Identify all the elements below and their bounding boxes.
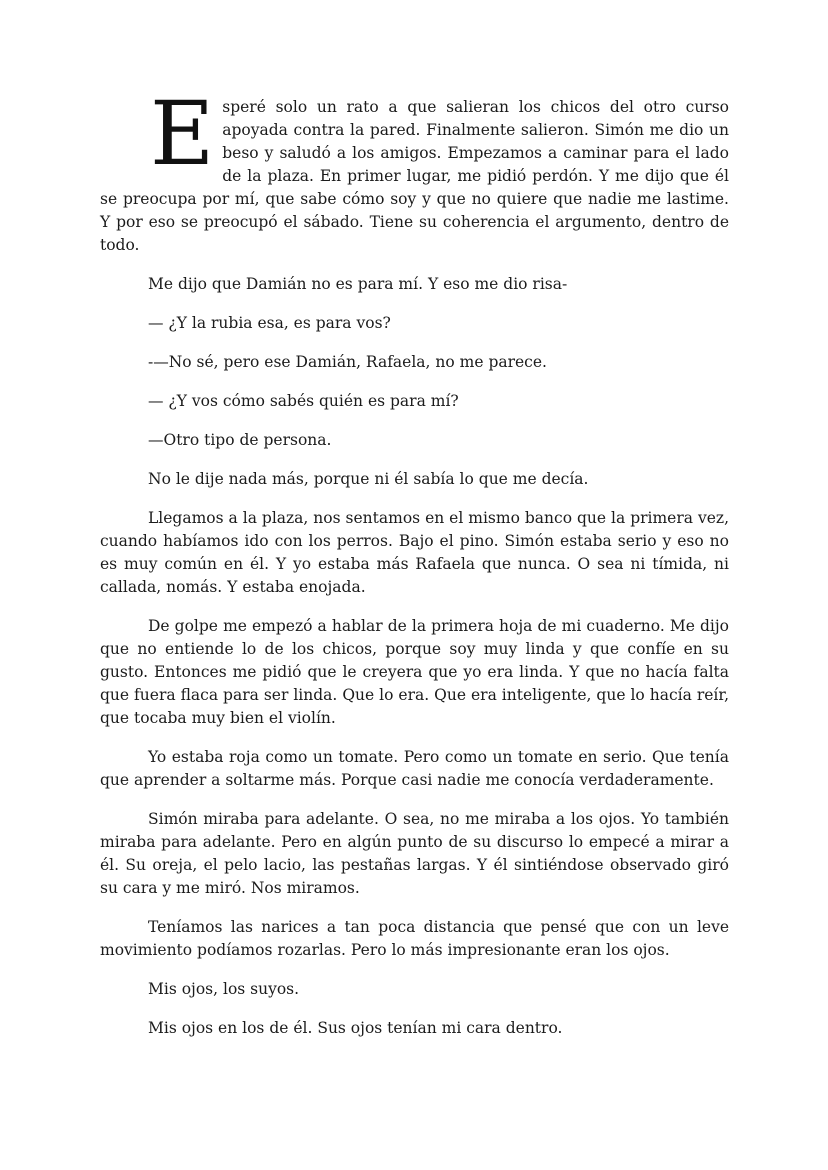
- paragraph: Teníamos las narices a tan poca distancia que pensé que con un leve movimiento podíamos rozarlas. Pero lo más impresionante eran los ojos.: [100, 918, 729, 959]
- paragraph: Mis ojos, los suyos.: [148, 980, 300, 998]
- drop-cap: E: [150, 82, 215, 185]
- paragraph: Me dijo que Damián no es para mí. Y eso me dio risa-: [148, 275, 568, 293]
- opening-paragraph: [100, 82, 729, 257]
- opening-paragraph-text: speré solo un rato a que salieran los chicos del otro curso apoyada contra la pared. Finalmente salieron. Simón me dio un beso y saludó a los amigos. Empezamos a caminar para el lado de la plaza. En primer lugar, me pidió perdón. Y me dijo que él se preocupa por mí, que sabe cómo soy y que no quiere que nadie me lastime. Y por eso se preocupó el sábado. Tiene su coherencia el argumento, dentro de todo.: [100, 98, 729, 254]
- paragraph: Simón miraba para adelante. O sea, no me miraba a los ojos. Yo también miraba para adelante. Pero en algún punto de su discurso lo empecé a mirar a él. Su oreja, el pelo lacio, las pestañas largas. Y él sintiéndose observado giró su cara y me miró. Nos miramos.: [100, 810, 729, 897]
- body-paragraphs: [100, 273, 729, 1040]
- paragraph: — ¿Y la rubia esa, es para vos?: [148, 314, 391, 332]
- paragraph: De golpe me empezó a hablar de la primera hoja de mi cuaderno. Me dijo que no entiende lo de los chicos, porque soy muy linda y que confíe en su gusto. Entonces me pidió que le creyera que yo era linda. Y que no hacía falta que fuera flaca para ser linda. Que lo era. Que era inteligente, que lo hacía reír, que tocaba muy bien el violín.: [100, 617, 729, 727]
- paragraph: No le dije nada más, porque ni él sabía lo que me decía.: [148, 470, 589, 488]
- paragraph: —Otro tipo de persona.: [148, 431, 332, 449]
- paragraph: Yo estaba roja como un tomate. Pero como un tomate en serio. Que tenía que aprender a soltarme más. Porque casi nadie me conocía verdaderamente.: [100, 748, 729, 789]
- paragraph: Llegamos a la plaza, nos sentamos en el mismo banco que la primera vez, cuando habíamos ido con los perros. Bajo el pino. Simón estaba serio y eso no es muy común en él. Y yo estaba más Rafaela que nunca. O sea ni tímida, ni callada, nomás. Y estaba enojada.: [100, 509, 729, 596]
- paragraph: — ¿Y vos cómo sabés quién es para mí?: [148, 392, 459, 410]
- paragraph: -—No sé, pero ese Damián, Rafaela, no me parece.: [148, 353, 547, 371]
- paragraph: Mis ojos en los de él. Sus ojos tenían mi cara dentro.: [148, 1019, 563, 1037]
